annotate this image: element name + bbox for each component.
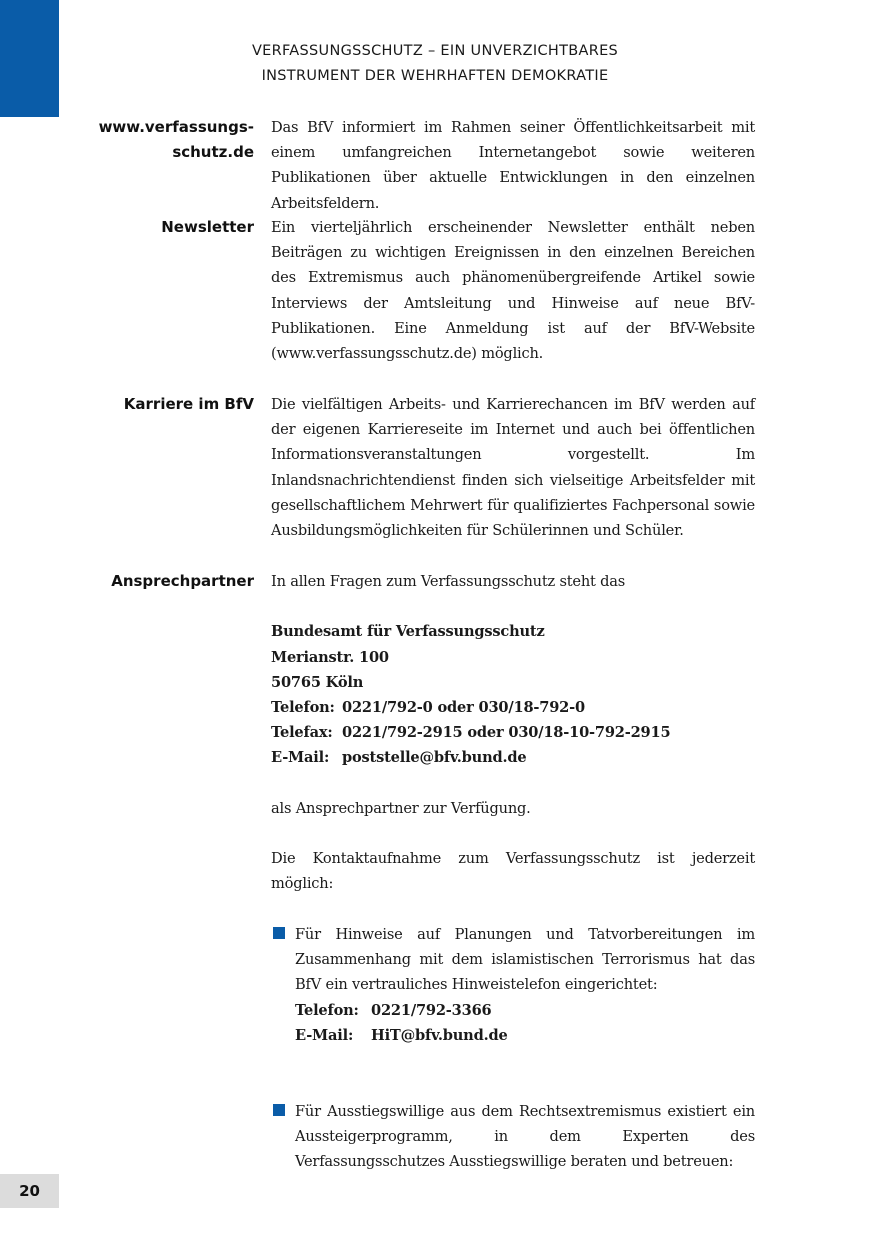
running-header-line-1: VERFASSUNGSSCHUTZ – EIN UNVERZICHTBARES (251, 43, 619, 59)
section-career-text (271, 392, 755, 543)
paragraph-career: Die vielfältigen Arbeits- und Karrierechancen im BfV werden auf der eigenen Karriereseite im Internet und auch bei öffentlichen Informationsveranstaltungen vorgestellt. Im Inlandsnachrichtendienst finden sich vielseitige Arbeitsfelder mit gesellschaftlichem Mehrwert für qualifiziertes Fachpersonal sowie Ausbildungsmöglichkeiten für Schülerinnen und Schüler. (271, 396, 755, 540)
contact-fax-label: Telefax: (271, 724, 333, 742)
contact-email-label: E-Mail: (271, 749, 330, 767)
sidelabel-contact: Ansprechpartner (111, 572, 254, 590)
bullet-square-icon (273, 927, 285, 939)
sidelabel-website-line1: www.verfassungs- (98, 118, 254, 136)
contact-city: 50765 Köln (271, 673, 364, 691)
hint-email-row (295, 1023, 755, 1048)
contact-org: Bundesamt für Verfassungsschutz (271, 623, 545, 641)
bullet-1-text: Für Hinweise auf Planungen und Tatvorbereitungen im Zusammenhang mit dem islamistischen Terrorismus hat das BfV ein vertrauliches Hinweistelefon eingerichtet: (295, 926, 755, 994)
sidelabel-website-line2: schutz.de (172, 143, 254, 161)
paragraph-website: Das BfV informiert im Rahmen seiner Öffentlichkeitsarbeit mit einem umfangreichen Internetangebot sowie weiteren Publikationen über aktuelle Entwicklungen in den einzelnen Arbeitsfeldern. (271, 119, 755, 212)
section-newsletter-text (271, 215, 755, 366)
bullet-item-hint-phone (295, 922, 755, 1048)
hint-phone-value: 0221/792-3366 (371, 1001, 492, 1019)
contact-email-value: poststelle@bfv.bund.de (342, 749, 527, 767)
contact-phone-label: Telefon: (271, 699, 335, 716)
bullet-item-exit-program (295, 1099, 755, 1175)
bullet-square-icon (273, 1104, 285, 1116)
section-contact (271, 569, 755, 897)
contact-phone-row (271, 695, 755, 720)
hint-phone-row (295, 998, 755, 1023)
bullet-2-text: Für Ausstiegswillige aus dem Rechtsextremismus existiert ein Aussteigerprogramm, in dem Experten des Verfassungsschutzes Ausstiegswillige beraten und betreuen: (295, 1103, 755, 1171)
contact-intro: In allen Fragen zum Verfassungsschutz steht das (271, 573, 626, 590)
paragraph-newsletter: Ein vierteljährlich erscheinender Newsletter enthält neben Beiträgen zu wichtigen Ereignissen in den einzelnen Bereichen des Extremismus auch phänomenübergreifende Artikel sowie Interviews der Amtsleitung und Hinweise auf neue BfV-Publikationen. Eine Anmeldung ist auf der BfV-Website (www.verfassungsschutz.de) möglich. (271, 219, 755, 363)
contact-street: Merianstr. 100 (271, 648, 389, 666)
contact-outro: als Ansprechpartner zur Verfügung. (271, 799, 531, 817)
corner-color-block (0, 0, 59, 117)
hint-email-label: E-Mail: (295, 1026, 354, 1044)
contact-fax-row (271, 720, 755, 745)
page-number: 20 (0, 1174, 59, 1208)
contact-fax-value: 0221/792-2915 oder 030/18-10-792-2915 (342, 724, 671, 742)
sidelabel-newsletter: Newsletter (161, 218, 254, 236)
hint-phone-label: Telefon: (295, 1001, 359, 1019)
contact-email-row (271, 745, 755, 770)
section-website-text (271, 115, 755, 216)
running-header-line-2: INSTRUMENT DER WEHRHAFTEN DEMOKRATIE (261, 68, 609, 84)
contact-phone-value: 0221/792-0 oder 030/18-792-0 (342, 699, 585, 716)
sidelabel-website (99, 115, 254, 165)
contact-availability: Die Kontaktaufnahme zum Verfassungsschutz ist jederzeit möglich: (271, 850, 755, 893)
sidelabel-career: Karriere im BfV (123, 395, 254, 413)
hint-email-value: HiT@bfv.bund.de (371, 1026, 508, 1044)
